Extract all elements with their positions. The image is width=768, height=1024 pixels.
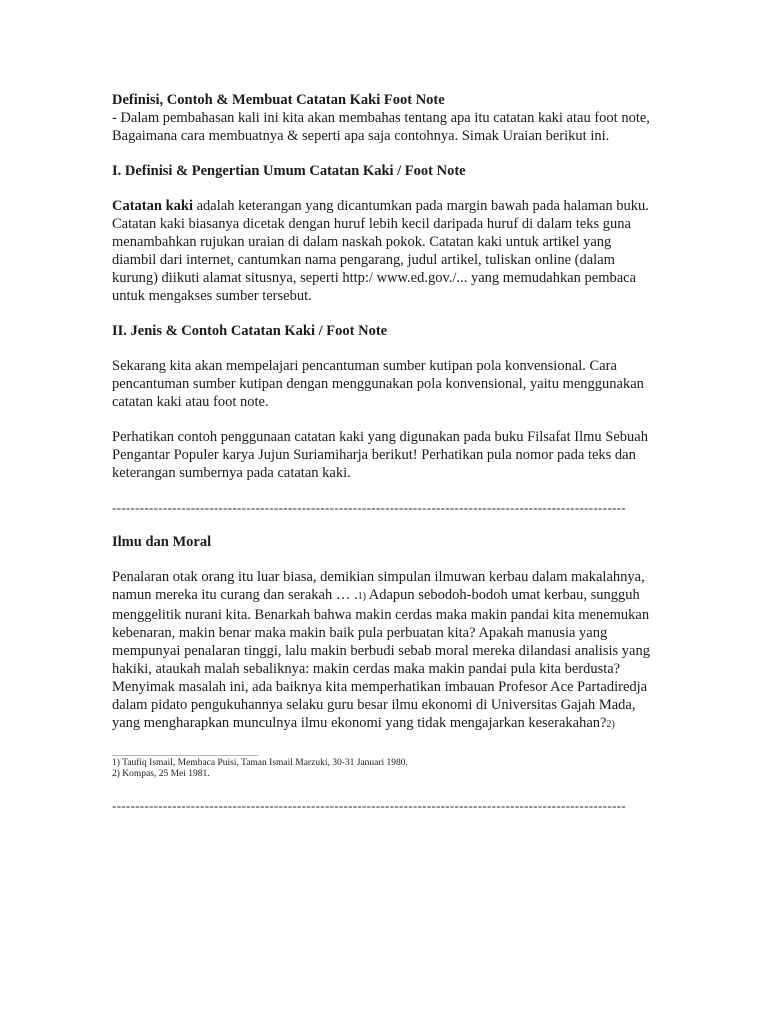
example-text-a: Penalaran otak orang itu luar biasa, demikian simpulan ilmuwan kerbau dalam makalahnya, namun mereka itu curang dan serakah … . (112, 569, 645, 603)
example-heading: Ilmu dan Moral (112, 534, 212, 550)
term-catatan-kaki: Catatan kaki (112, 198, 193, 214)
section1-body: adalah keterangan yang dicantumkan pada margin bawah pada halaman buku. Catatan kaki biasanya dicetak dengan huruf lebih kecil daripada huruf di dalam teks guna menambahkan rujukan uraian di dalam naskah pokok. Catatan kaki untuk artikel yang diambil dari internet, cantumkan nama pengarang, judul artikel, tuliskan online (dalam kurung) diikuti alamat situsnya, seperti http:/ www.ed.gov./... yang memudahkan pembaca untuk mengakses sumber tersebut. (112, 198, 649, 304)
separator-top: --------------------------------------------------------------------------------------------------------------- (112, 500, 626, 515)
section2-paragraph-2: Perhatikan contoh penggunaan catatan kaki yang digunakan pada buku Filsafat Ilmu Sebuah Pengantar Populer karya Jujun Suriamiharja berikut! Perhatikan pula nomor pada teks dan keterangan sumbernya pada catatan kaki. (112, 429, 648, 481)
footnote-marker-1: 1) (357, 591, 366, 602)
footnote-marker-2: 2) (606, 719, 615, 730)
footnote-1: 1) Taufiq Ismail, Membaca Puisi, Taman Ismail Marzuki, 30-31 Januari 1980. (112, 758, 408, 768)
section1-heading: I. Definisi & Pengertian Umum Catatan Kaki / Foot Note (112, 163, 466, 179)
intro-paragraph: - Dalam pembahasan kali ini kita akan membahas tentang apa itu catatan kaki atau foot note, Bagaimana cara membuatnya & seperti apa saja contohnya. Simak Uraian berikut ini. (112, 110, 650, 144)
article-body (112, 91, 657, 814)
footnote-2: 2) Kompas, 25 Mei 1981. (112, 769, 210, 779)
footnote-rule: ......................................................................... (112, 749, 258, 758)
section2-paragraph-1: Sekarang kita akan mempelajari pencantuman sumber kutipan pola konvensional. Cara pencantuman sumber kutipan dengan menggunakan pola konvensional, yaitu menggunakan catatan kaki atau foot note. (112, 358, 644, 410)
footnotes (112, 758, 657, 780)
separator-bottom: --------------------------------------------------------------------------------------------------------------- (112, 798, 626, 813)
section2-heading: II. Jenis & Contoh Catatan Kaki / Foot Note (112, 323, 388, 339)
article-title: Definisi, Contoh & Membuat Catatan Kaki Foot Note (112, 92, 445, 108)
example-paragraph (112, 568, 657, 734)
example-text-b: Adapun sebodoh-bodoh umat kerbau, sungguh menggelitik nurani kita. Benarkah bahwa makin cerdas maka makin pandai kita menemukan kebenaran, makin benar maka makin baik pula perbuatan kita? Apakah manusia yang mempunyai penalaran tinggi, lalu makin berbudi sebab moral mereka dilandasi analisis yang hakiki, ataukah malah sebaliknya: makin cerdas maka makin pandai pula kita berdusta? Menyimak masalah ini, ada baiknya kita memperhatikan imbauan Profesor Ace Partadiredja dalam pidato pengukuhannya selaku guru besar ilmu ekonomi di Universitas Gajah Mada, yang mengharapkan munculnya ilmu ekonomi yang tidak mengajarkan keserakahan? (112, 587, 650, 731)
section1-paragraph (112, 197, 657, 305)
